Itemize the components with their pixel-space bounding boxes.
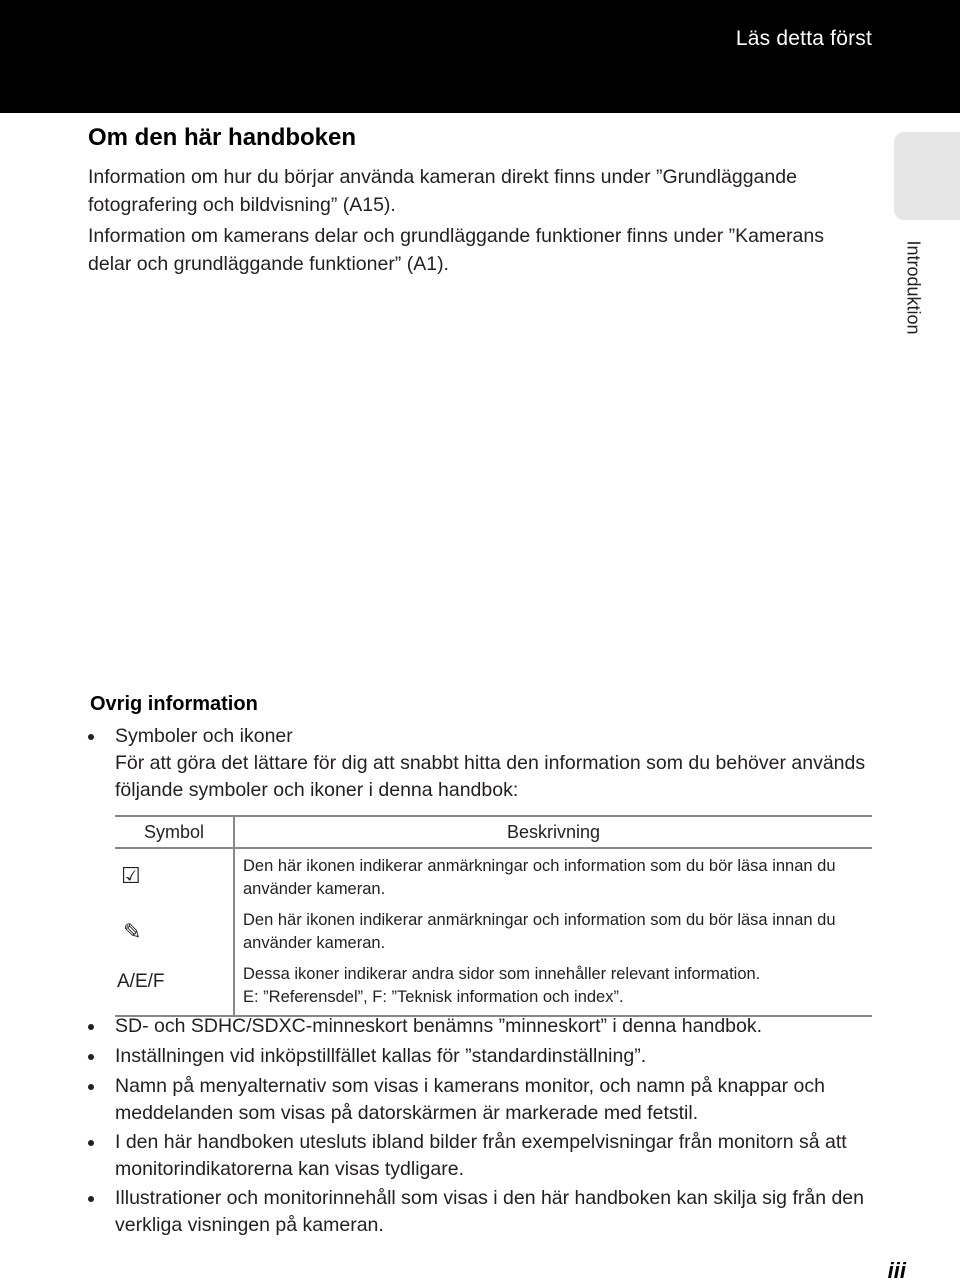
table-row bbox=[115, 848, 872, 903]
side-tab-label: Introduktion bbox=[903, 239, 924, 335]
bullet-text: SD- och SDHC/SDXC-minneskort benämns ”minneskort” i denna handbok. bbox=[115, 1015, 763, 1037]
header-title: Läs detta först bbox=[735, 27, 872, 50]
symbol-cell bbox=[115, 957, 234, 1016]
list-item bbox=[88, 1073, 878, 1127]
bullet-icon bbox=[88, 1054, 94, 1060]
table-row bbox=[115, 903, 872, 957]
symbol-cell bbox=[115, 903, 234, 957]
bullet-text: Illustrationer och monitorinnehåll som visas i den här handboken kan skilja sig från den verkliga visningen på kameran. bbox=[115, 1187, 864, 1236]
reference-icons: A/E/F bbox=[117, 971, 165, 992]
page-header bbox=[0, 0, 960, 113]
bullet-text: För att göra det lättare för dig att snabbt hitta den information som du behöver används följande symboler och ikoner i denna handbok: bbox=[115, 752, 866, 801]
table-header-row bbox=[115, 816, 872, 848]
intro-paragraph-1: Information om hur du börjar använda kameran direkt finns under ”Grundläggande fotografering och bildvisning” (A15). bbox=[88, 166, 797, 216]
description-cell: Den här ikonen indikerar anmärkningar och information som du bör läsa innan du använder kameran. bbox=[243, 911, 836, 952]
bullet-icon bbox=[88, 1024, 94, 1030]
description-line: E: ”Referensdel”, F: ”Teknisk information och index”. bbox=[243, 988, 624, 1006]
bullet-icon bbox=[88, 734, 94, 740]
bullet-icon bbox=[88, 1084, 94, 1090]
section-subheading: Ovrig information bbox=[90, 693, 258, 715]
side-tab bbox=[894, 132, 960, 220]
list-item bbox=[88, 1043, 878, 1070]
symbol-cell bbox=[115, 848, 234, 903]
description-cell: Den här ikonen indikerar anmärkningar och information som du bör läsa innan du använder kameran. bbox=[243, 857, 836, 898]
bullet-text: I den här handboken utesluts ibland bilder från exempelvisningar från monitorn så att monitorindikatorerna kan visas tydligare. bbox=[115, 1131, 847, 1180]
list-item bbox=[88, 723, 878, 804]
check-box-icon: ☑ bbox=[121, 863, 141, 888]
bullet-text: Inställningen vid inköpstillfället kallas för ”standardinställning”. bbox=[115, 1045, 647, 1067]
intro-paragraph-2: Information om kamerans delar och grundläggande funktioner finns under ”Kamerans delar och grundläggande funktioner” (A1). bbox=[88, 225, 825, 275]
list-item bbox=[88, 1013, 878, 1040]
symbol-table bbox=[115, 815, 872, 1017]
table-header-symbol: Symbol bbox=[115, 816, 234, 848]
bullet-icon bbox=[88, 1140, 94, 1146]
page-number: iii bbox=[887, 1258, 906, 1283]
table-header-description: Beskrivning bbox=[234, 816, 872, 848]
bullet-icon bbox=[88, 1196, 94, 1202]
description-cell bbox=[234, 957, 872, 1016]
description-line: Dessa ikoner indikerar andra sidor som innehåller relevant information. bbox=[243, 965, 761, 983]
list-item bbox=[88, 1185, 878, 1239]
table-row bbox=[115, 957, 872, 1016]
bullet-title: Symboler och ikoner bbox=[115, 725, 293, 747]
page-title: Om den här handboken bbox=[88, 124, 357, 151]
memo-icon: ✎ bbox=[123, 919, 142, 944]
bullet-text: Namn på menyalternativ som visas i kamerans monitor, och namn på knappar och meddelanden som visas på datorskärmen är markerade med fetstil. bbox=[115, 1075, 825, 1124]
list-item bbox=[88, 1129, 878, 1183]
side-tab-label-wrap bbox=[899, 232, 927, 342]
